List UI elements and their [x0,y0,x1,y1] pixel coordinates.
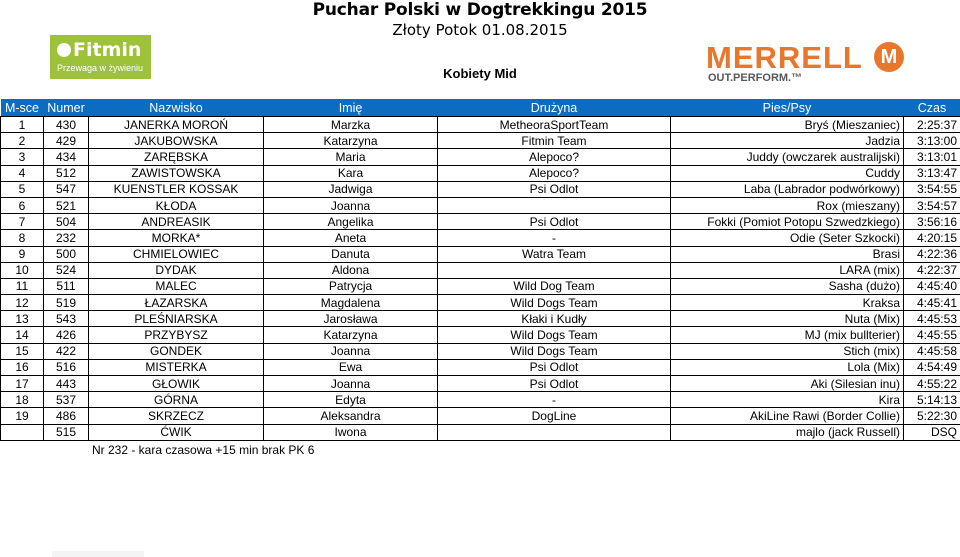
cell-czas: 4:55:22 [904,376,960,392]
cell-imie: Joanna [264,376,438,392]
page-footer-mark [52,551,144,557]
cell-pies: Kraksa [671,295,904,311]
column-header-druzyna: Drużyna [438,99,671,117]
cell-pies: Cuddy [671,165,904,181]
cell-msc: 10 [1,262,44,278]
fitmin-dot-icon [57,43,71,57]
cell-msc: 3 [1,149,44,165]
cell-numer: 537 [44,392,89,408]
cell-pies: Kira [671,392,904,408]
cell-numer: 500 [44,246,89,262]
table-row [1,262,960,278]
cell-nazwisko: PLEŚNIARSKA [89,311,264,327]
cell-msc: 12 [1,295,44,311]
cell-nazwisko: SKRZECZ [89,408,264,424]
cell-numer: 519 [44,295,89,311]
table-row [1,214,960,230]
cell-druzyna: Psi Odlot [438,181,671,197]
cell-numer: 426 [44,327,89,343]
cell-nazwisko: ŁAZARSKA [89,295,264,311]
cell-pies: Nuta (Mix) [671,311,904,327]
cell-czas: 4:45:53 [904,311,960,327]
cell-druzyna: MetheoraSportTeam [438,117,671,133]
cell-nazwisko: ANDREASIK [89,214,264,230]
cell-czas: 4:45:58 [904,343,960,359]
table-row [1,392,960,408]
cell-msc: 6 [1,197,44,213]
cell-pies: Odie (Seter Szkocki) [671,230,904,246]
footnote: Nr 232 - kara czasowa +15 min brak PK 6 [92,443,315,457]
cell-msc: 15 [1,343,44,359]
cell-druzyna: - [438,392,671,408]
cell-msc: 16 [1,359,44,375]
event-subtitle: Złoty Potok 01.08.2015 [392,21,568,39]
cell-numer: 524 [44,262,89,278]
cell-czas: 4:22:36 [904,246,960,262]
cell-pies: Brasi [671,246,904,262]
table-row [1,117,960,133]
cell-imie: Katarzyna [264,133,438,149]
cell-msc: 13 [1,311,44,327]
cell-msc: 19 [1,408,44,424]
cell-druzyna: Kłaki i Kudły [438,311,671,327]
cell-imie: Katarzyna [264,327,438,343]
cell-numer: 434 [44,149,89,165]
cell-czas: 3:13:00 [904,133,960,149]
cell-nazwisko: CHMIELOWIEC [89,246,264,262]
cell-druzyna: Psi Odlot [438,214,671,230]
cell-pies: Fokki (Pomiot Potopu Szwedzkiego) [671,214,904,230]
cell-msc: 5 [1,181,44,197]
cell-druzyna [438,197,671,213]
cell-druzyna: Alepoco? [438,165,671,181]
cell-imie: Aneta [264,230,438,246]
cell-czas: 2:25:37 [904,117,960,133]
column-header-imie: Imię [264,99,438,117]
table-row [1,327,960,343]
cell-imie: Patrycja [264,278,438,294]
cell-imie: Jarosława [264,311,438,327]
cell-nazwisko: MISTERKA [89,359,264,375]
cell-pies: Laba (Labrador podwórkowy) [671,181,904,197]
cell-imie: Joanna [264,197,438,213]
cell-numer: 232 [44,230,89,246]
table-row [1,230,960,246]
cell-msc: 8 [1,230,44,246]
cell-czas: 4:45:40 [904,278,960,294]
cell-druzyna: Watra Team [438,246,671,262]
fitmin-tagline: Przewaga w żywieniu [57,63,144,73]
cell-nazwisko: MALEC [89,278,264,294]
table-row [1,278,960,294]
cell-czas: 5:22:30 [904,408,960,424]
cell-czas: 3:54:55 [904,181,960,197]
cell-msc: 14 [1,327,44,343]
cell-numer: 511 [44,278,89,294]
fitmin-logo [50,35,151,79]
table-row [1,181,960,197]
table-row [1,424,960,440]
column-header-msc: M-sce [1,99,44,117]
category-title: Kobiety Mid [443,66,517,81]
cell-imie: Joanna [264,343,438,359]
merrell-logo-name: MERRELL [706,40,863,75]
cell-pies: Bryś (Mieszaniec) [671,117,904,133]
cell-msc: 7 [1,214,44,230]
cell-druzyna: Wild Dog Team [438,278,671,294]
cell-numer: 515 [44,424,89,440]
cell-nazwisko: ZAWISTOWSKA [89,165,264,181]
fitmin-logo-text: Fitmin [73,39,142,61]
cell-czas: 3:13:01 [904,149,960,165]
cell-nazwisko: KŁODA [89,197,264,213]
cell-numer: 443 [44,376,89,392]
table-row [1,165,960,181]
cell-pies: MJ (mix bullterier) [671,327,904,343]
cell-druzyna: DogLine [438,408,671,424]
merrell-tagline: OUT.PERFORM.™ [708,72,803,84]
cell-msc: 1 [1,117,44,133]
cell-imie: Ewa [264,359,438,375]
table-row [1,376,960,392]
cell-imie: Magdalena [264,295,438,311]
cell-imie: Jadwiga [264,181,438,197]
cell-numer: 486 [44,408,89,424]
cell-nazwisko: JAKUBOWSKA [89,133,264,149]
cell-pies: AkiLine Rawi (Border Collie) [671,408,904,424]
cell-druzyna: Psi Odlot [438,359,671,375]
cell-msc: 4 [1,165,44,181]
cell-pies: LARA (mix) [671,262,904,278]
cell-czas: 4:22:37 [904,262,960,278]
fitmin-logo-name [57,39,141,61]
results-table [0,99,960,441]
cell-druzyna: Psi Odlot [438,376,671,392]
table-row [1,133,960,149]
table-row [1,246,960,262]
cell-pies: Sasha (dużo) [671,278,904,294]
table-row [1,408,960,424]
cell-numer: 521 [44,197,89,213]
cell-druzyna: Fitmin Team [438,133,671,149]
cell-nazwisko: JANERKA MOROŃ [89,117,264,133]
table-row [1,343,960,359]
table-row [1,311,960,327]
cell-numer: 543 [44,311,89,327]
cell-imie: Kara [264,165,438,181]
cell-numer: 430 [44,117,89,133]
cell-msc: 11 [1,278,44,294]
cell-druzyna [438,262,671,278]
cell-czas: 4:54:49 [904,359,960,375]
cell-imie: Maria [264,149,438,165]
cell-pies: Rox (mieszany) [671,197,904,213]
cell-pies: Jadzia [671,133,904,149]
column-header-nazwisko: Nazwisko [89,99,264,117]
cell-nazwisko: MORKA* [89,230,264,246]
cell-nazwisko: DYDAK [89,262,264,278]
cell-imie: Aleksandra [264,408,438,424]
cell-druzyna: Wild Dogs Team [438,343,671,359]
cell-imie: Danuta [264,246,438,262]
cell-imie: Iwona [264,424,438,440]
cell-druzyna: Wild Dogs Team [438,295,671,311]
cell-numer: 512 [44,165,89,181]
table-body [1,117,960,441]
cell-msc: 9 [1,246,44,262]
cell-nazwisko: ZARĘBSKA [89,149,264,165]
column-header-pies: Pies/Psy [671,99,904,117]
cell-czas: 3:13:47 [904,165,960,181]
cell-nazwisko: ĆWIK [89,424,264,440]
cell-numer: 422 [44,343,89,359]
cell-pies: Aki (Silesian inu) [671,376,904,392]
table-row [1,295,960,311]
cell-czas: DSQ [904,424,960,440]
cell-numer: 547 [44,181,89,197]
cell-czas: 5:14:13 [904,392,960,408]
cell-msc: 18 [1,392,44,408]
event-title: Puchar Polski w Dogtrekkingu 2015 [312,0,648,20]
cell-imie: Edyta [264,392,438,408]
cell-msc: 2 [1,133,44,149]
cell-numer: 429 [44,133,89,149]
table-row [1,359,960,375]
cell-imie: Marzka [264,117,438,133]
cell-czas: 3:54:57 [904,197,960,213]
cell-nazwisko: PRZYBYSZ [89,327,264,343]
cell-druzyna: - [438,230,671,246]
cell-imie: Aldona [264,262,438,278]
cell-numer: 504 [44,214,89,230]
cell-pies: Juddy (owczarek australijski) [671,149,904,165]
cell-numer: 516 [44,359,89,375]
column-header-czas: Czas [904,99,960,117]
merrell-badge-icon: M [874,42,904,72]
cell-czas: 4:45:41 [904,295,960,311]
cell-druzyna [438,424,671,440]
cell-nazwisko: GŁOWIK [89,376,264,392]
cell-druzyna: Wild Dogs Team [438,327,671,343]
table-row [1,197,960,213]
cell-czas: 4:45:55 [904,327,960,343]
cell-czas: 4:20:15 [904,230,960,246]
cell-msc: 17 [1,376,44,392]
cell-imie: Angelika [264,214,438,230]
column-header-numer: Numer [44,99,89,117]
cell-pies: Lola (Mix) [671,359,904,375]
cell-pies: Stich (mix) [671,343,904,359]
cell-nazwisko: GONDEK [89,343,264,359]
cell-nazwisko: KUENSTLER KOSSAK [89,181,264,197]
cell-nazwisko: GÓRNA [89,392,264,408]
cell-pies: majlo (jack Russell) [671,424,904,440]
cell-druzyna: Alepoco? [438,149,671,165]
merrell-logo [706,40,906,86]
table-header-row [1,99,960,117]
cell-msc [1,424,44,440]
table-row [1,149,960,165]
cell-czas: 3:56:16 [904,214,960,230]
